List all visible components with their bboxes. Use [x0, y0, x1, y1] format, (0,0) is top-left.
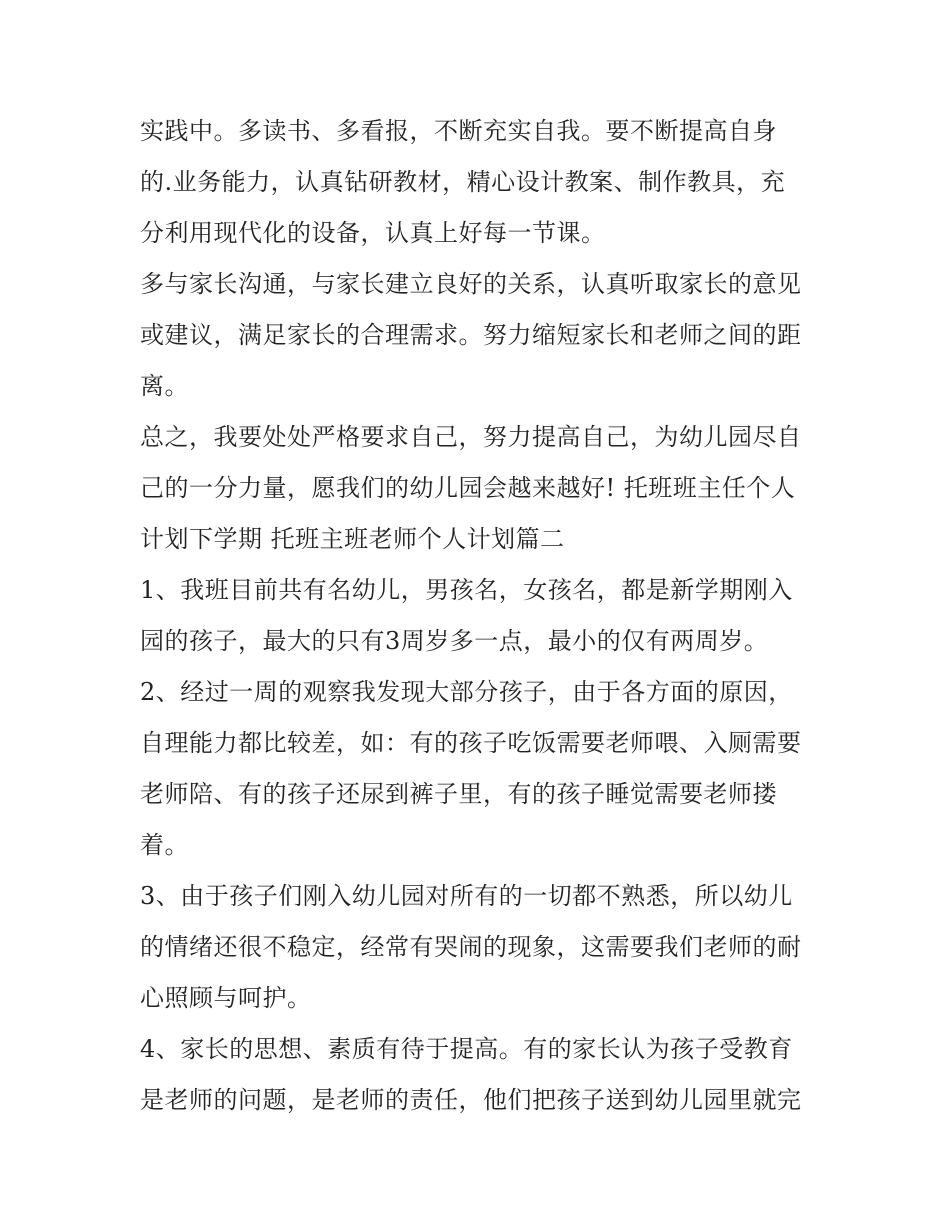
paragraph-self-improvement — [140, 106, 820, 259]
text-line: 是老师的问题，是老师的责任，他们把孩子送到幼儿园里就完 — [140, 1086, 802, 1114]
text-line: 4、家长的思想、素质有待于提高。有的家长认为孩子受教育 — [140, 1035, 793, 1063]
text-line: 的情绪还很不稳定，经常有哭闹的现象，这需要我们老师的耐 — [140, 933, 802, 961]
paragraph-item-3 — [140, 871, 820, 1024]
text-line: 分利用现代化的设备，认真上好每一节课。 — [140, 219, 606, 247]
paragraph-parent-communication — [140, 259, 820, 412]
text-line: 离。 — [140, 372, 189, 400]
text-line: 自理能力都比较差，如：有的孩子吃饭需要老师喂、入厕需要 — [140, 729, 802, 757]
text-line: 1、我班目前共有名幼儿，男孩名，女孩名，都是新学期刚入 — [140, 576, 793, 604]
text-line: 实践中。多读书、多看报，不断充实自我。要不断提高自身 — [140, 117, 777, 145]
text-line: 计划下学期 托班主班老师个人计划篇二 — [140, 525, 565, 553]
text-line: 多与家长沟通，与家长建立良好的关系，认真听取家长的意见 — [140, 270, 802, 298]
text-line: 心照顾与呵护。 — [140, 984, 312, 1012]
text-line: 园的孩子，最大的只有3周岁多一点，最小的仅有两周岁。 — [140, 627, 769, 655]
paragraph-item-4 — [140, 1024, 820, 1126]
text-line: 或建议，满足家长的合理需求。努力缩短家长和老师之间的距 — [140, 321, 802, 349]
text-line: 的.业务能力，认真钻研教材，精心设计教案、制作教具，充 — [140, 168, 786, 196]
paragraph-item-1 — [140, 565, 820, 667]
text-line: 总之，我要处处严格要求自己，努力提高自己，为幼儿园尽自 — [140, 423, 802, 451]
paragraph-item-2 — [140, 667, 820, 871]
text-line: 3、由于孩子们刚入幼儿园对所有的一切都不熟悉，所以幼儿 — [140, 882, 793, 910]
paragraph-conclusion — [140, 412, 820, 565]
text-line: 老师陪、有的孩子还尿到裤子里，有的孩子睡觉需要老师搂 — [140, 780, 777, 808]
document-body — [140, 106, 820, 1126]
text-line: 己的一分力量，愿我们的幼儿园会越来越好! 托班班主任个人 — [140, 474, 796, 502]
text-line: 着。 — [140, 831, 189, 859]
text-line: 2、经过一周的观察我发现大部分孩子，由于各方面的原因， — [140, 678, 793, 706]
